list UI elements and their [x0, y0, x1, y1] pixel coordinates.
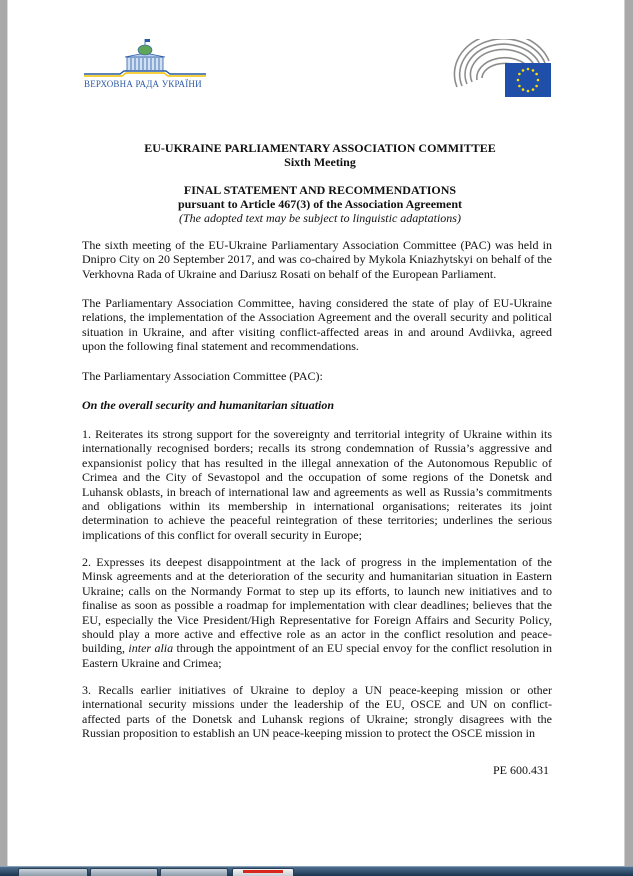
section-heading: On the overall security and humanitarian situation: [82, 398, 335, 412]
intro-paragraph-1: The sixth meeting of the EU-Ukraine Parliamentary Association Committee (PAC) was held in Dnipro City on 20 September 2017, and was co-chaired by Mykola Kniazhytskyi on behalf of the Verkhovna Rada of Ukraine and Dariusz Rosati on behalf of the European Parliament.: [82, 238, 552, 281]
document-reference-number: PE 600.431: [493, 763, 550, 777]
recommendation-2: 2. Expresses its deepest disappointment at the lack of progress in the implementation of the Minsk agreements and at the deterioration of the security and humanitarian situation in Eastern Ukraine; calls on the Normandy Format to step up its efforts, to launch new initiatives and to finalise as soon as possible a roadmap for implementation with clear deadlines; believes that the EU, especially the Vice President/High Representative for Foreign Affairs and Security Policy, should play a more active and effective role as an actor in the conflict resolution and peace-building, inter alia through the appointment of an EU special envoy for the conflict resolution in Eastern Ukraine and Crimea;: [82, 555, 552, 670]
taskbar-button-2[interactable]: [90, 868, 158, 876]
viewer-scrollbar[interactable]: [624, 0, 633, 866]
taskbar-button-1[interactable]: [18, 868, 88, 876]
recommendation-3: 3. Recalls earlier initiatives of Ukraine to deploy a UN peace-keeping mission or other international security missions under the leadership of the EU, OSCE and UN on conflict-affected parts of the Donetsk and Luhansk regions of Ukraine; strongly disagrees with the Russian proposition to establish an UN peace-keeping mission to protect the OSCE mission in: [82, 683, 552, 741]
taskbar-button-3[interactable]: [160, 868, 228, 876]
taskbar-button-4[interactable]: [232, 868, 294, 876]
rada-logo-caption: ВЕРХОВНА РАДА УКРАЇНИ: [84, 79, 202, 89]
taskbar: [0, 866, 633, 876]
committee-title: EU-UKRAINE PARLIAMENTARY ASSOCIATION COMMITTEE: [144, 141, 496, 155]
lead-sentence: The Parliamentary Association Committee (PAC):: [82, 369, 323, 383]
meeting-subtitle: Sixth Meeting: [284, 155, 356, 169]
viewer-left-border: [0, 0, 8, 866]
article-reference: pursuant to Article 467(3) of the Association Agreement: [177, 197, 463, 211]
intro-paragraph-2: The Parliamentary Association Committee, having considered the state of play of EU-Ukraine relations, the implementation of the Association Agreement and the overall security and political situation in Ukraine, and after visiting conflict-affected areas in and around Avdiivka, agreed upon the following final statement and recommendations.: [82, 296, 552, 354]
recommendation-1: 1. Reiterates its strong support for the sovereignty and territorial integrity of Ukraine within its internationally recognised borders; recalls its strong condemnation of Russia’s aggressive and expansionist policy that has resulted in the illegal annexation of the Autonomous Republic of Crimea and the City of Sevastopol and the occupation of some regions of the Donetsk and Luhansk oblasts, in breach of international law and agreements as well as Russia’s commitments and obligations within its membership in international organisations; reiterates its joint determination to achieve the peaceful reintegration of these territories; underlines the serious implications of this conflict for overall security in Europe;: [82, 427, 552, 542]
european-parliament-logo-icon: [453, 39, 553, 99]
app-icon: [243, 870, 283, 873]
linguistic-note: (The adopted text may be subject to linguistic adaptations): [179, 211, 461, 225]
statement-title: FINAL STATEMENT AND RECOMMENDATIONS: [183, 183, 457, 197]
